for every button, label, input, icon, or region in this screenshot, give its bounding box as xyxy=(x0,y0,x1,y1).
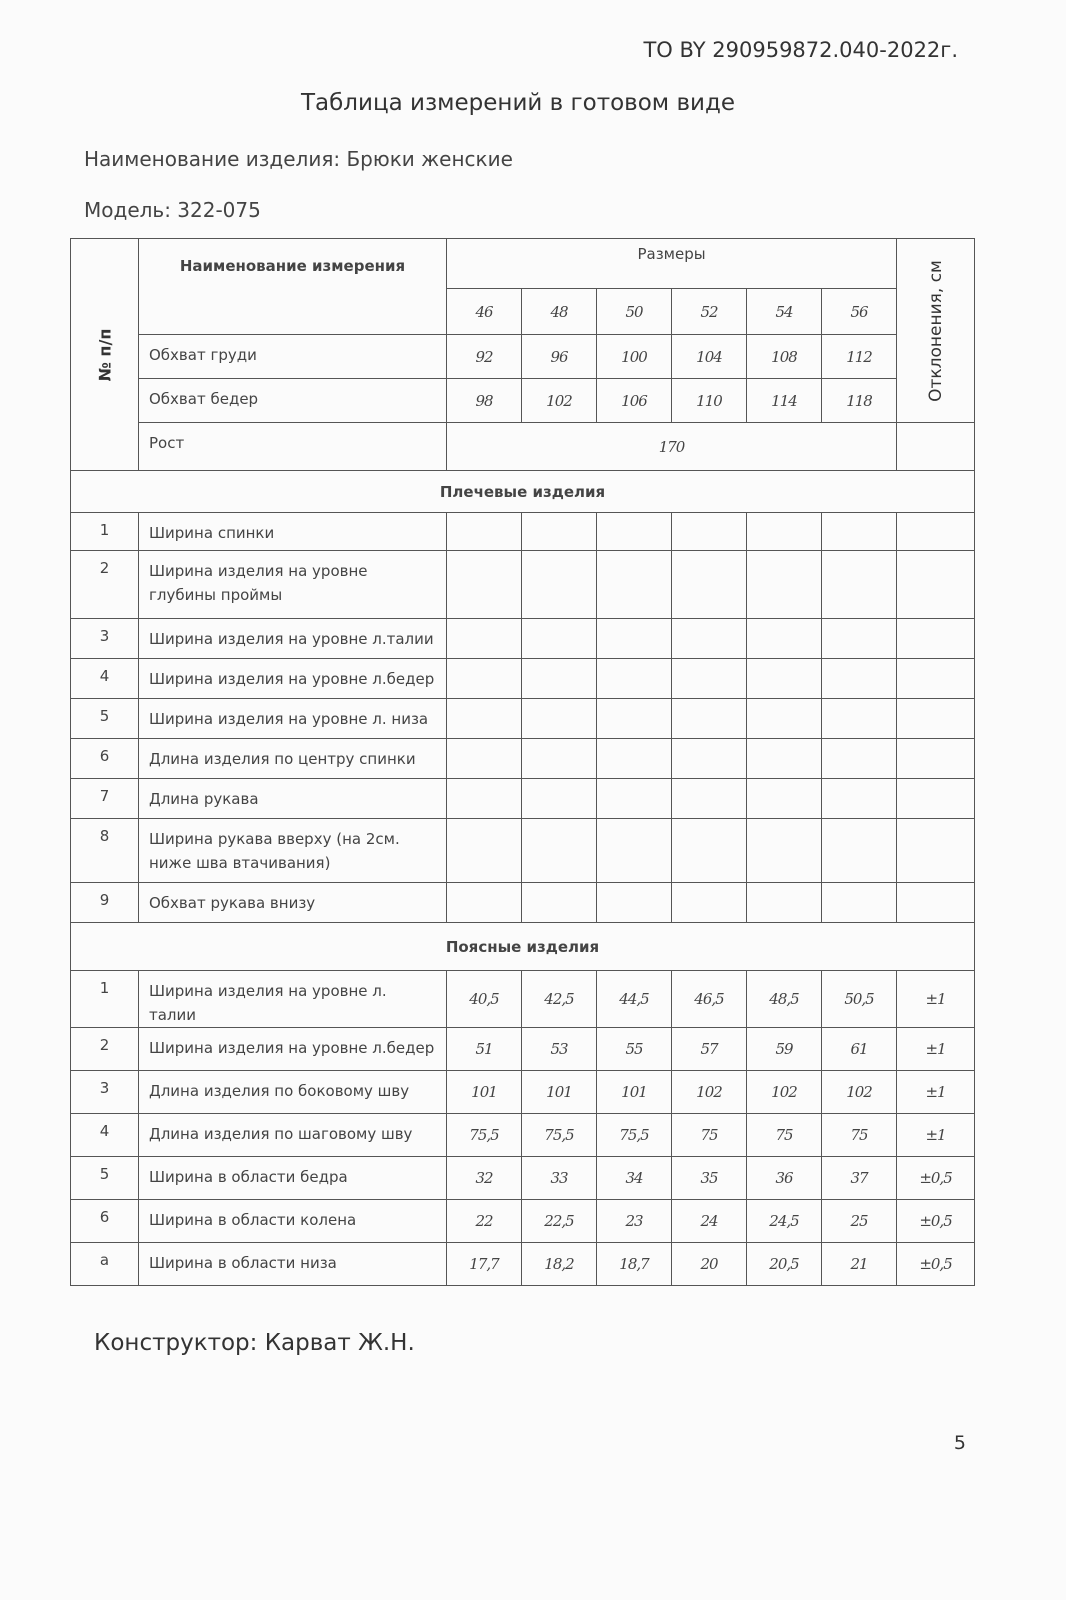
row-number: 9 xyxy=(71,883,139,923)
empty-cell xyxy=(522,619,597,659)
empty-cell xyxy=(822,699,897,739)
empty-cell xyxy=(522,819,597,883)
measurement-label: Ширина изделия на уровне л.бедер xyxy=(139,659,447,699)
measurement-value: 23 xyxy=(597,1200,672,1243)
empty-cell xyxy=(447,883,522,923)
body-value: 96 xyxy=(522,335,597,379)
product-name: Наименование изделия: Брюки женские xyxy=(84,147,513,171)
empty-cell xyxy=(447,619,522,659)
row-number: 5 xyxy=(71,1157,139,1200)
tolerance-value: ±1 xyxy=(897,1114,975,1157)
measurement-value: 102 xyxy=(747,1071,822,1114)
size-value: 50 xyxy=(597,289,672,335)
empty-cell xyxy=(597,739,672,779)
table-row xyxy=(71,699,975,739)
measurement-value: 22 xyxy=(447,1200,522,1243)
size-value: 54 xyxy=(747,289,822,335)
measurement-value: 50,5 xyxy=(822,971,897,1028)
row-number: 3 xyxy=(71,619,139,659)
measurement-value: 48,5 xyxy=(747,971,822,1028)
measurement-value: 37 xyxy=(822,1157,897,1200)
measurement-value: 55 xyxy=(597,1028,672,1071)
measurement-value: 101 xyxy=(597,1071,672,1114)
body-value: 114 xyxy=(747,379,822,423)
empty-cell xyxy=(597,659,672,699)
empty-cell xyxy=(522,779,597,819)
empty-cell xyxy=(822,659,897,699)
empty-cell xyxy=(822,819,897,883)
empty-cell xyxy=(447,779,522,819)
measurement-value: 33 xyxy=(522,1157,597,1200)
empty-cell xyxy=(672,779,747,819)
empty-cell xyxy=(897,739,975,779)
measurement-value: 51 xyxy=(447,1028,522,1071)
measurement-value: 102 xyxy=(822,1071,897,1114)
measurement-value: 59 xyxy=(747,1028,822,1071)
empty-cell xyxy=(447,819,522,883)
body-value: 110 xyxy=(672,379,747,423)
measurement-value: 35 xyxy=(672,1157,747,1200)
row-number: 4 xyxy=(71,659,139,699)
empty-cell xyxy=(897,551,975,619)
measurement-value: 24 xyxy=(672,1200,747,1243)
empty-cell xyxy=(747,659,822,699)
model-number: Модель: 322-075 xyxy=(84,198,261,222)
section-title: Поясные изделия xyxy=(71,923,975,971)
table-row xyxy=(71,1028,975,1071)
empty-cell xyxy=(897,779,975,819)
table-row xyxy=(71,739,975,779)
body-value: 104 xyxy=(672,335,747,379)
row-number: 3 xyxy=(71,1071,139,1114)
measurement-value: 25 xyxy=(822,1200,897,1243)
table-row xyxy=(71,619,975,659)
measurement-value: 44,5 xyxy=(597,971,672,1028)
empty-cell xyxy=(597,779,672,819)
measurement-label: Ширина изделия на уровне л. талии xyxy=(139,971,447,1028)
page-number: 5 xyxy=(953,1432,966,1454)
measurement-value: 20,5 xyxy=(747,1243,822,1286)
size-value: 56 xyxy=(822,289,897,335)
empty-cell xyxy=(522,739,597,779)
empty-cell xyxy=(897,699,975,739)
empty-cell xyxy=(747,619,822,659)
measurement-label: Рост xyxy=(139,423,447,471)
measurement-value: 75 xyxy=(672,1114,747,1157)
empty-cell xyxy=(747,513,822,551)
body-value: 100 xyxy=(597,335,672,379)
measurement-label: Ширина в области низа xyxy=(139,1243,447,1286)
table-row xyxy=(71,551,975,619)
col-sizes-header: Размеры xyxy=(447,239,897,289)
tolerance-value: ±1 xyxy=(897,1071,975,1114)
empty-cell xyxy=(522,699,597,739)
row-number: 2 xyxy=(71,1028,139,1071)
measurement-value: 20 xyxy=(672,1243,747,1286)
empty-cell xyxy=(897,659,975,699)
measurement-label: Обхват рукава внизу xyxy=(139,883,447,923)
empty-cell xyxy=(822,551,897,619)
measurement-label: Ширина спинки xyxy=(139,513,447,551)
empty-cell xyxy=(747,699,822,739)
section-title: Плечевые изделия xyxy=(71,471,975,513)
size-value: 52 xyxy=(672,289,747,335)
empty-cell xyxy=(672,699,747,739)
empty-cell xyxy=(597,819,672,883)
empty-cell xyxy=(897,513,975,551)
empty-cell xyxy=(747,883,822,923)
measurement-value: 22,5 xyxy=(522,1200,597,1243)
measurement-value: 24,5 xyxy=(747,1200,822,1243)
table-row xyxy=(71,1243,975,1286)
empty-cell xyxy=(447,513,522,551)
empty-cell xyxy=(672,883,747,923)
measurement-label: Длина изделия по боковому шву xyxy=(139,1071,447,1114)
measurement-label: Длина изделия по центру спинки xyxy=(139,739,447,779)
empty-cell xyxy=(597,619,672,659)
empty-cell xyxy=(522,883,597,923)
empty-cell xyxy=(822,619,897,659)
measurement-label: Ширина изделия на уровне л. низа xyxy=(139,699,447,739)
measurement-value: 75,5 xyxy=(447,1114,522,1157)
measurement-label: Длина изделия по шаговому шву xyxy=(139,1114,447,1157)
row-number: 6 xyxy=(71,1200,139,1243)
empty-cell xyxy=(747,739,822,779)
measurement-label: Длина рукава xyxy=(139,779,447,819)
body-value: 112 xyxy=(822,335,897,379)
empty-cell xyxy=(597,513,672,551)
height-value: 170 xyxy=(447,423,897,471)
measurement-label: Ширина изделия на уровне л.талии xyxy=(139,619,447,659)
empty-cell xyxy=(822,739,897,779)
empty-cell xyxy=(597,699,672,739)
measurement-value: 75 xyxy=(747,1114,822,1157)
empty-cell xyxy=(672,551,747,619)
table-row xyxy=(71,1157,975,1200)
body-value: 98 xyxy=(447,379,522,423)
empty-cell xyxy=(597,551,672,619)
row-number: 8 xyxy=(71,819,139,883)
empty-cell xyxy=(822,779,897,819)
table-row xyxy=(71,513,975,551)
empty-cell xyxy=(522,513,597,551)
measurement-label: Ширина изделия на уровне л.бедер xyxy=(139,1028,447,1071)
measurement-label: Ширина в области колена xyxy=(139,1200,447,1243)
empty-cell xyxy=(897,423,975,471)
tolerance-value: ±0,5 xyxy=(897,1243,975,1286)
measurement-value: 18,2 xyxy=(522,1243,597,1286)
col-dev-header: Отклонения, см xyxy=(897,239,975,423)
body-value: 108 xyxy=(747,335,822,379)
empty-cell xyxy=(897,819,975,883)
constructor-signature: Конструктор: Карват Ж.Н. xyxy=(94,1330,415,1356)
row-number: 6 xyxy=(71,739,139,779)
empty-cell xyxy=(597,883,672,923)
col-name-header: Наименование измерения xyxy=(139,239,447,335)
empty-cell xyxy=(822,883,897,923)
empty-cell xyxy=(747,779,822,819)
col-num-header: № п/п xyxy=(71,239,139,471)
row-number: 1 xyxy=(71,971,139,1028)
tolerance-value: ±1 xyxy=(897,971,975,1028)
tolerance-value: ±0,5 xyxy=(897,1157,975,1200)
measurement-label: Ширина изделия на уровне глубины проймы xyxy=(139,551,447,619)
row-number: 2 xyxy=(71,551,139,619)
measurement-value: 57 xyxy=(672,1028,747,1071)
body-value: 92 xyxy=(447,335,522,379)
empty-cell xyxy=(447,739,522,779)
table-row xyxy=(71,971,975,1028)
measurement-value: 101 xyxy=(522,1071,597,1114)
empty-cell xyxy=(672,659,747,699)
measurements-table xyxy=(70,238,975,1286)
measurement-label: Обхват груди xyxy=(139,335,447,379)
measurement-value: 17,7 xyxy=(447,1243,522,1286)
row-number: а xyxy=(71,1243,139,1286)
table-row xyxy=(71,883,975,923)
empty-cell xyxy=(447,659,522,699)
body-value: 118 xyxy=(822,379,897,423)
measurement-value: 34 xyxy=(597,1157,672,1200)
measurement-value: 40,5 xyxy=(447,971,522,1028)
measurement-value: 46,5 xyxy=(672,971,747,1028)
measurement-value: 32 xyxy=(447,1157,522,1200)
empty-cell xyxy=(897,883,975,923)
measurement-value: 53 xyxy=(522,1028,597,1071)
empty-cell xyxy=(672,819,747,883)
empty-cell xyxy=(447,699,522,739)
measurement-value: 21 xyxy=(822,1243,897,1286)
row-number: 5 xyxy=(71,699,139,739)
empty-cell xyxy=(897,619,975,659)
body-value: 102 xyxy=(522,379,597,423)
measurement-label: Ширина рукава вверху (на 2см. ниже шва втачивания) xyxy=(139,819,447,883)
measurement-value: 18,7 xyxy=(597,1243,672,1286)
empty-cell xyxy=(822,513,897,551)
measurement-value: 42,5 xyxy=(522,971,597,1028)
row-number: 1 xyxy=(71,513,139,551)
tolerance-value: ±0,5 xyxy=(897,1200,975,1243)
table-row xyxy=(71,659,975,699)
table-row xyxy=(71,819,975,883)
table-row xyxy=(71,1200,975,1243)
empty-cell xyxy=(522,551,597,619)
measurement-value: 75 xyxy=(822,1114,897,1157)
document-code: ТО BY 290959872.040-2022г. xyxy=(643,38,958,62)
tolerance-value: ±1 xyxy=(897,1028,975,1071)
measurement-value: 101 xyxy=(447,1071,522,1114)
table-row xyxy=(71,1071,975,1114)
empty-cell xyxy=(672,739,747,779)
measurement-value: 75,5 xyxy=(597,1114,672,1157)
measurement-label: Ширина в области бедра xyxy=(139,1157,447,1200)
measurement-label: Обхват бедер xyxy=(139,379,447,423)
measurement-value: 61 xyxy=(822,1028,897,1071)
empty-cell xyxy=(447,551,522,619)
document-title: Таблица измерений в готовом виде xyxy=(300,90,736,116)
body-value: 106 xyxy=(597,379,672,423)
empty-cell xyxy=(672,619,747,659)
measurement-value: 36 xyxy=(747,1157,822,1200)
size-value: 46 xyxy=(447,289,522,335)
empty-cell xyxy=(747,819,822,883)
size-value: 48 xyxy=(522,289,597,335)
table-row xyxy=(71,779,975,819)
empty-cell xyxy=(672,513,747,551)
measurement-value: 75,5 xyxy=(522,1114,597,1157)
row-number: 4 xyxy=(71,1114,139,1157)
empty-cell xyxy=(747,551,822,619)
row-number: 7 xyxy=(71,779,139,819)
empty-cell xyxy=(522,659,597,699)
table-row xyxy=(71,1114,975,1157)
measurement-value: 102 xyxy=(672,1071,747,1114)
